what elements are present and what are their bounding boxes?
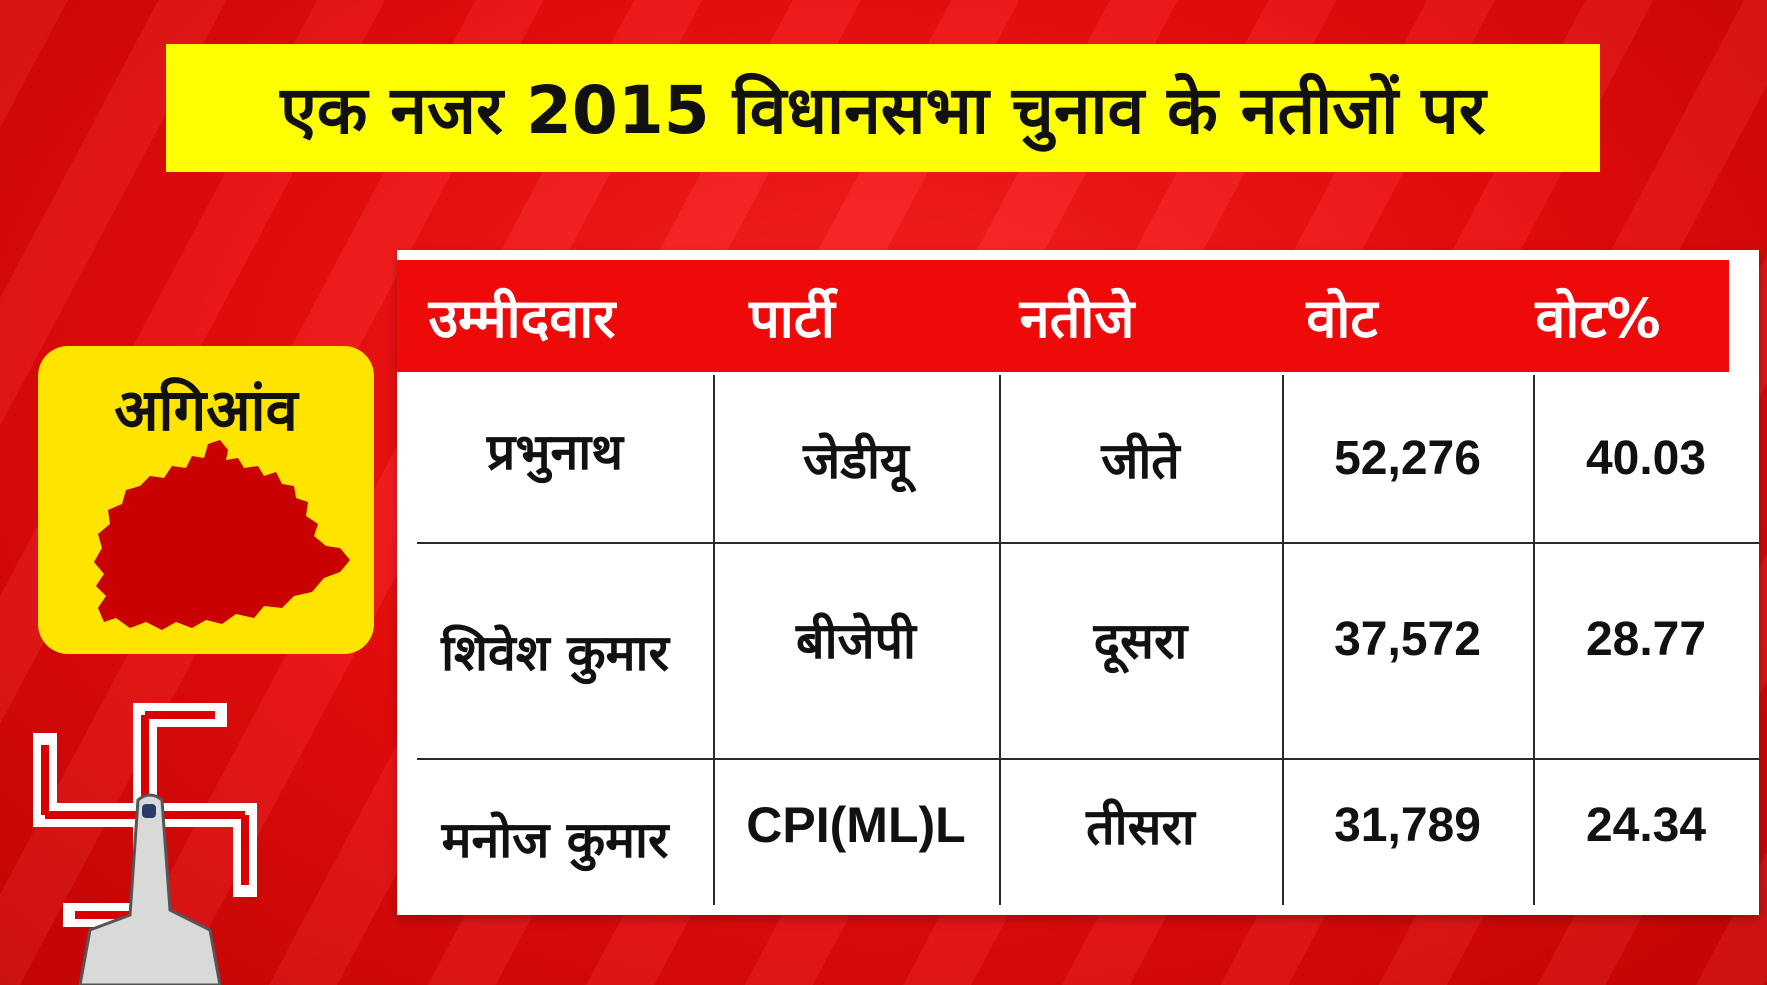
header-vote-percent: वोट% [1535, 287, 1661, 350]
constituency-card [38, 346, 374, 654]
cell-vote-percent: 28.77 [1585, 612, 1707, 666]
cell-result: दूसरा [1093, 612, 1188, 670]
cell-result: तीसरा [1086, 798, 1195, 856]
page-title: एक नजर 2015 विधानसभा चुनाव के नतीजों पर [280, 72, 1486, 149]
header-party: पार्टी [749, 287, 835, 350]
results-table [397, 250, 1759, 915]
title-banner [166, 44, 1600, 172]
header-candidate: उम्मीदवार [428, 287, 616, 350]
cell-candidate: मनोज कुमार [441, 810, 669, 869]
cell-votes: 37,572 [1334, 612, 1481, 666]
cell-votes: 31,789 [1334, 798, 1481, 852]
constituency-map-icon [68, 436, 358, 636]
header-votes: वोट [1306, 287, 1378, 350]
cell-vote-percent: 40.03 [1585, 432, 1707, 485]
cell-votes: 52,276 [1334, 432, 1481, 485]
cell-party: CPI(ML)L [746, 797, 966, 853]
cell-party: बीजेपी [796, 612, 916, 670]
cell-party: जेडीयू [803, 431, 909, 490]
cell-vote-percent: 24.34 [1585, 798, 1707, 852]
cell-candidate: प्रभुनाथ [486, 423, 624, 481]
cell-candidate: शिवेश कुमार [441, 624, 669, 682]
swastika-ballot-finger-icon [20, 680, 290, 985]
table-header-row [397, 260, 1729, 372]
constituency-name: अगिआंव [114, 376, 298, 444]
cell-result: जीते [1101, 431, 1180, 490]
header-result: नतीजे [1019, 287, 1135, 350]
